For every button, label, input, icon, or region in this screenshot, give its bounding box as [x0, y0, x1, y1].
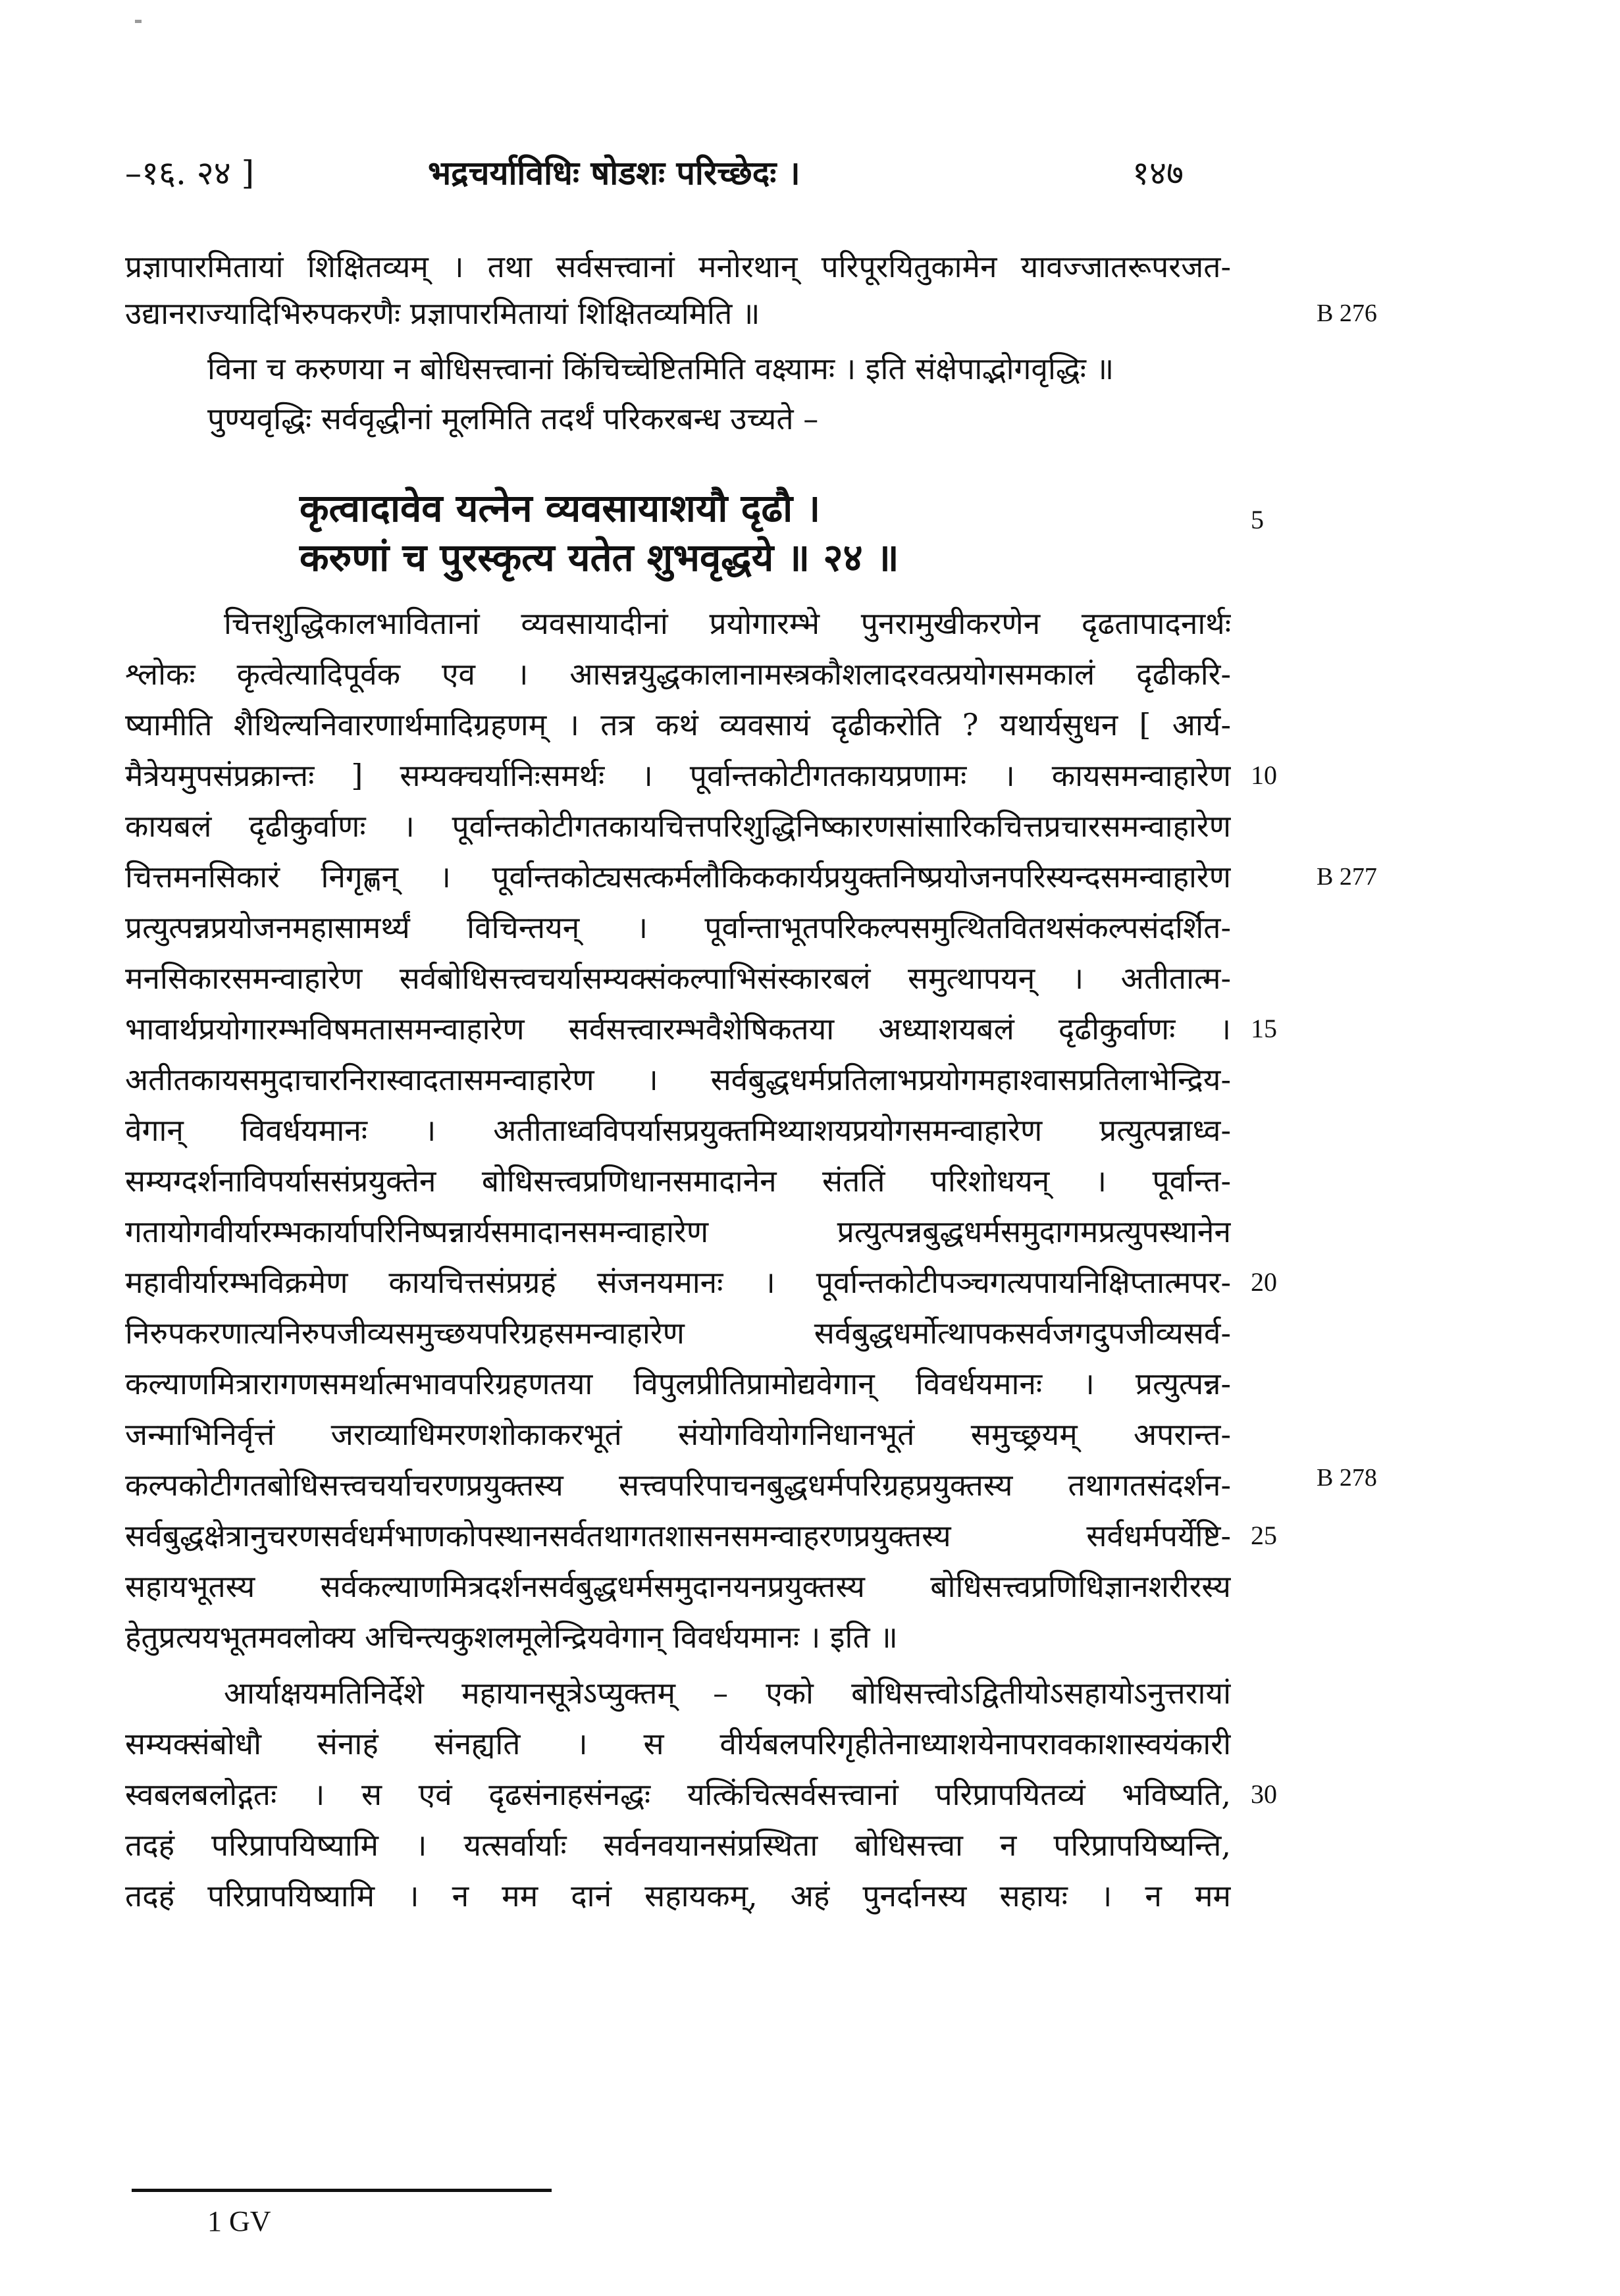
line-number: 5: [1251, 505, 1264, 535]
text-line: निरुपकरणात्यनिरुपजीव्यसमुच्छयपरिग्रहसमन्वाहारेण सर्वबुद्धधर्मोत्थापकसर्वजगदुपजीव्यसर्व-: [125, 1315, 1231, 1351]
text-line: तदहं परिप्रापयिष्यामि । न मम दानं सहायकम्, अहं पुनर्दानस्य सहायः । न मम: [125, 1878, 1231, 1914]
text-line: ष्यामीति शैथिल्यनिवारणार्थमादिग्रहणम् । तत्र कथं व्यवसायं दृढीकरोति ? यथार्यसुधन [ आर्य-: [125, 707, 1231, 743]
line-number: 15: [1251, 1014, 1277, 1043]
text-line: महावीर्यारम्भविक्रमेण कायचित्तसंप्रग्रहं संजनयमानः । पूर्वान्तकोटीपञ्चगत्यपायनिक्षिप्तात्मपर-: [125, 1265, 1231, 1300]
line-number: 10: [1251, 760, 1277, 790]
text-line: मैत्रेयमुपसंप्रक्रान्तः ] सम्यक्चर्यानिःसमर्थः । पूर्वान्तकोटीगतकायप्रणामः । कायसमन्वाहारेण: [125, 758, 1231, 793]
text-line: हेतुप्रत्ययभूतमवलोक्य अचिन्त्यकुशलमूलेन्द्रियवेगान् विवर्धयमानः । इति ॥: [125, 1619, 898, 1655]
text-line: सर्वबुद्धक्षेत्रानुचरणसर्वधर्मभाणकोपस्थानसर्वतथागतशासनसमन्वाहरणप्रयुक्तस्य सर्वधर्मपर्येष्टि-: [125, 1518, 1231, 1553]
text-line: कायबलं दृढीकुर्वाणः । पूर्वान्तकोटीगतकायचित्तपरिशुद्धिनिष्कारणसांसारिकचित्तप्रचारसमन्वाहारेण: [125, 808, 1231, 844]
text-line: सम्यक्संबोधौ संनाहं संनह्यति । स वीर्यबलपरिगृहीतेनाध्याशयेनापरावकाशास्वयंकारी: [125, 1726, 1231, 1761]
text-line: प्रत्युत्पन्नप्रयोजनमहासामर्थ्यं विचिन्तयन् । पूर्वान्ताभूतपरिकल्पसमुत्थितवितथसंकल्पसंदर्शित-: [125, 910, 1231, 945]
margin-reference: B 276: [1317, 300, 1377, 327]
text-line: कल्याणमित्रारागणसमर्थात्मभावपरिग्रहणतया विपुलप्रीतिप्रामोद्यवेगान् विवर्धयमानः । प्रत्युत्पन्न-: [125, 1366, 1231, 1401]
verse-line: करुणां च पुरस्कृत्य यतेत शुभवृद्धये ॥ २४ ॥: [300, 535, 899, 580]
text-line: प्रज्ञापारमितायां शिक्षितव्यम् । तथा सर्वसत्त्वानां मनोरथान् परिपूरयितुकामेन यावज्जातरूपरजत-: [125, 249, 1231, 284]
footnote-rule: [132, 2189, 552, 2192]
text-line: तदहं परिप्रापयिष्यामि । यत्सर्वार्याः सर्वनवयानसंप्रस्थिता बोधिसत्त्वा न परिप्रापयिष्यन्ति,: [125, 1827, 1231, 1863]
line-number: 25: [1251, 1521, 1277, 1550]
margin-reference: B 278: [1317, 1464, 1377, 1492]
text-line: उद्यानराज्यादिभिरुपकरणैः प्रज्ञापारमितायां शिक्षितव्यमिति ॥: [125, 296, 760, 331]
line-number: 30: [1251, 1779, 1277, 1809]
line-number: 20: [1251, 1267, 1277, 1297]
text-line: विना च करुणया न बोधिसत्त्वानां किंचिच्चेष्टितमिति वक्ष्यामः । इति संक्षेपाद्भोगवृद्धिः ॥: [207, 351, 1114, 386]
scan-speck: [135, 20, 142, 23]
text-line: मनसिकारसमन्वाहारेण सर्वबोधिसत्त्वचर्यासम्यक्संकल्पाभिसंस्कारबलं समुत्थापयन् । अतीतात्म-: [125, 960, 1231, 996]
text-line: चित्तशुद्धिकालभावितानां व्यवसायादीनां प्रयोगारम्भे पुनरामुखीकरणेन दृढतापादनार्थः: [224, 606, 1231, 641]
text-line: सम्यग्दर्शनाविपर्याससंप्रयुक्तेन बोधिसत्त्वप्रणिधानसमादानेन संततिं परिशोधयन् । पूर्वान्त-: [125, 1163, 1231, 1199]
running-header-left: –१६. २४ ]: [125, 154, 255, 192]
text-line: वेगान् विवर्धयमानः । अतीताध्वविपर्यासप्रयुक्तमिथ्याशयप्रयोगसमन्वाहारेण प्रत्युत्पन्नाध्व-: [125, 1112, 1231, 1148]
verse-line: कृत्वादावेव यत्नेन व्यवसायाशयौ दृढौ ।: [300, 486, 821, 531]
text-line: स्वबलबलोद्गतः । स एवं दृढसंनाहसंनद्धः यत्किंचित्सर्वसत्त्वानां परिप्रापयितव्यं भविष्यति,: [125, 1777, 1231, 1812]
footnote: 1 GV: [207, 2205, 271, 2237]
text-line: श्लोकः कृत्वेत्यादिपूर्वक एव । आसन्नयुद्धकालानामस्त्रकौशलादरवत्प्रयोगसमकालं दृढीकरि-: [125, 656, 1231, 692]
running-header-title: भद्रचर्याविधिः षोडशः परिच्छेदः ।: [428, 153, 800, 192]
text-line: चित्तमनसिकारं निगृह्णन् । पूर्वान्तकोट्यसत्कर्मलौकिककार्यप्रयुक्तनिष्प्रयोजनपरिस्यन्दसमन्वाहारेण: [125, 859, 1231, 895]
text-line: पुण्यवृद्धिः सर्ववृद्धीनां मूलमिति तदर्थं परिकरबन्ध उच्यते –: [207, 401, 819, 436]
text-line: जन्माभिनिर्वृत्तं जराव्याधिमरणशोकाकरभूतं संयोगवियोगनिधानभूतं समुच्छ्रयम् अपरान्त-: [125, 1417, 1231, 1452]
text-line: कल्पकोटीगतबोधिसत्त्वचर्याचरणप्रयुक्तस्य सत्त्वपरिपाचनबुद्धधर्मपरिग्रहप्रयुक्तस्य तथागतसंदर्शन-: [125, 1467, 1231, 1503]
text-line: अतीतकायसमुदाचारनिरास्वादतासमन्वाहारेण । सर्वबुद्धधर्मप्रतिलाभप्रयोगमहाश्वासप्रतिलाभेन्द्रिय-: [125, 1062, 1231, 1097]
margin-reference: B 277: [1317, 863, 1377, 891]
text-line: सहायभूतस्य सर्वकल्याणमित्रदर्शनसर्वबुद्धधर्मसमुदानयनप्रयुक्तस्य बोधिसत्त्वप्रणिधिज्ञानशरीरस्य: [125, 1569, 1231, 1604]
text-line: गतायोगवीर्यारम्भकार्यापरिनिष्पन्नार्यसमादानसमन्वाहारेण प्रत्युत्पन्नबुद्धधर्मसमुदागमप्रत्युपस्थानेन: [125, 1214, 1231, 1249]
text-line: आर्याक्षयमतिनिर्देशे महायानसूत्रेऽप्युक्तम् – एको बोधिसत्त्वोऽद्वितीयोऽसहायोऽनुत्तरायां: [224, 1675, 1231, 1711]
text-line: भावार्थप्रयोगारम्भविषमतासमन्वाहारेण सर्वसत्त्वारम्भवैशेषिकतया अध्याशयबलं दृढीकुर्वाणः ।: [125, 1011, 1231, 1047]
page-number: १४७: [1132, 154, 1184, 192]
